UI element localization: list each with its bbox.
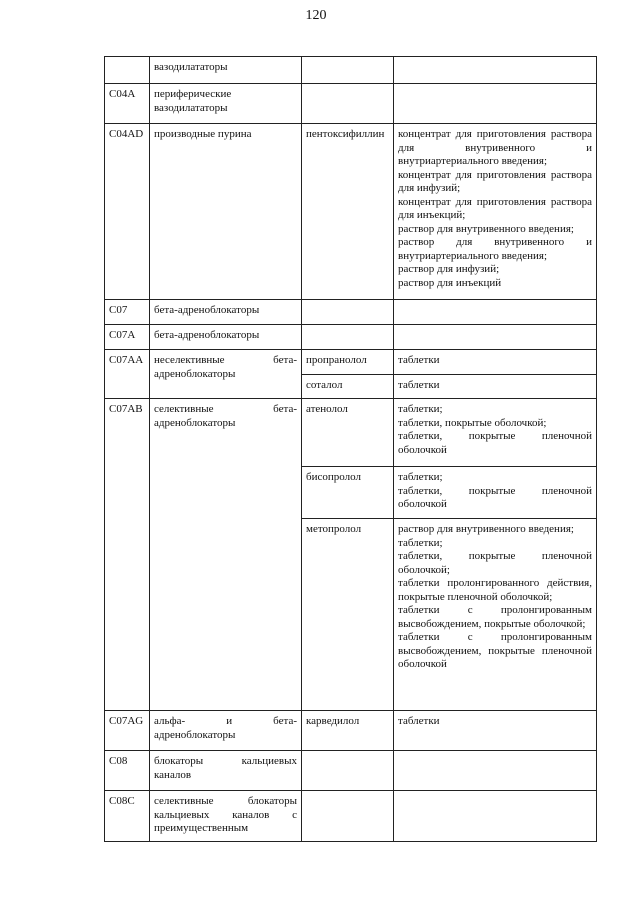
- dosage-form: раствор для внутривенного и внутриартериального введения;: [398, 236, 592, 262]
- dosage-forms: [394, 375, 597, 399]
- dosage-form: таблетки, покрытые оболочкой;: [398, 416, 547, 429]
- atc-code: C07AB: [105, 399, 150, 711]
- dosage-form: таблетки с пролонгированным высвобождением, покрытые пленочной оболочкой: [398, 631, 592, 670]
- dosage-forms: [394, 325, 597, 350]
- table-row: [105, 399, 597, 467]
- dosage-forms: [394, 399, 597, 467]
- atc-code: [105, 57, 150, 84]
- dosage-form: таблетки пролонгированного действия, покрытые пленочной оболочкой;: [398, 577, 592, 603]
- table-row: [105, 300, 597, 325]
- dosage-forms: [394, 467, 597, 519]
- group-name: бета-адреноблокаторы: [150, 325, 302, 350]
- drug-name: [302, 751, 394, 791]
- drug-name: соталол: [302, 375, 394, 399]
- drug-name: метопролол: [302, 519, 394, 711]
- dosage-form: концентрат для приготовления раствора для внутривенного и внутриартериального введения;: [398, 128, 592, 167]
- drug-name: [302, 300, 394, 325]
- dosage-form: раствор для инфузий;: [398, 263, 500, 275]
- atc-code: C04AD: [105, 124, 150, 300]
- table-row: [105, 124, 597, 300]
- dosage-form: раствор для внутривенного введения;: [398, 523, 574, 535]
- dosage-form: таблетки, покрытые пленочной оболочкой: [398, 484, 592, 510]
- table-row: [105, 57, 597, 84]
- table-row: [105, 711, 597, 751]
- dosage-form: таблетки;: [398, 471, 443, 483]
- atc-code: C07: [105, 300, 150, 325]
- table-row: [105, 791, 597, 842]
- dosage-form: таблетки с пролонгированным высвобождением, покрытые оболочкой;: [398, 604, 592, 630]
- atc-code: C04A: [105, 84, 150, 124]
- table-row: [105, 325, 597, 350]
- drug-name: карведилол: [302, 711, 394, 751]
- drug-name: пропранолол: [302, 350, 394, 375]
- dosage-form: таблетки;: [398, 403, 443, 415]
- atc-code: C07AG: [105, 711, 150, 751]
- dosage-form: таблетки, покрытые пленочной оболочкой: [398, 430, 592, 456]
- dosage-forms: [394, 124, 597, 300]
- dosage-form: концентрат для приготовления раствора для инъекций;: [398, 195, 592, 221]
- atc-code: C08: [105, 751, 150, 791]
- dosage-forms: [394, 300, 597, 325]
- dosage-forms: [394, 751, 597, 791]
- table-row: [105, 84, 597, 124]
- dosage-form: раствор для инъекций: [398, 276, 502, 289]
- atc-code: C07AA: [105, 350, 150, 399]
- dosage-forms: [394, 519, 597, 711]
- drug-name: [302, 791, 394, 842]
- group-name: вазодилататоры: [150, 57, 302, 84]
- dosage-forms: [394, 791, 597, 842]
- drug-table: [104, 56, 597, 842]
- dosage-form: раствор для внутривенного введения;: [398, 222, 574, 235]
- table-row: [105, 350, 597, 375]
- dosage-form: таблетки: [398, 715, 440, 727]
- drug-name: [302, 57, 394, 84]
- group-name: неселективные бета-адреноблокаторы: [150, 350, 302, 399]
- dosage-form: таблетки: [398, 354, 440, 366]
- group-name: альфа- и бета-адреноблокаторы: [150, 711, 302, 751]
- table-row: [105, 751, 597, 791]
- drug-name: [302, 84, 394, 124]
- dosage-form: таблетки, покрытые пленочной оболочкой;: [398, 550, 592, 576]
- group-name: бета-адреноблокаторы: [150, 300, 302, 325]
- group-name: селективные блокаторы кальциевых каналов с преимущественным: [150, 791, 302, 842]
- group-name: селективные бета-адреноблокаторы: [150, 399, 302, 711]
- dosage-form: таблетки: [398, 379, 440, 391]
- dosage-forms: [394, 711, 597, 751]
- dosage-forms: [394, 57, 597, 84]
- page-number: 120: [305, 8, 327, 23]
- group-name: производные пурина: [150, 124, 302, 300]
- dosage-form: таблетки;: [398, 536, 443, 549]
- group-name: блокаторы кальциевых каналов: [150, 751, 302, 791]
- drug-name: атенолол: [302, 399, 394, 467]
- dosage-forms: [394, 84, 597, 124]
- drug-name: бисопролол: [302, 467, 394, 519]
- drug-name: [302, 325, 394, 350]
- group-name: периферические вазодилататоры: [150, 84, 302, 124]
- dosage-form: концентрат для приготовления раствора для инфузий;: [398, 168, 592, 194]
- drug-name: пентоксифиллин: [302, 124, 394, 300]
- atc-code: C07A: [105, 325, 150, 350]
- dosage-forms: [394, 350, 597, 375]
- atc-code: C08C: [105, 791, 150, 842]
